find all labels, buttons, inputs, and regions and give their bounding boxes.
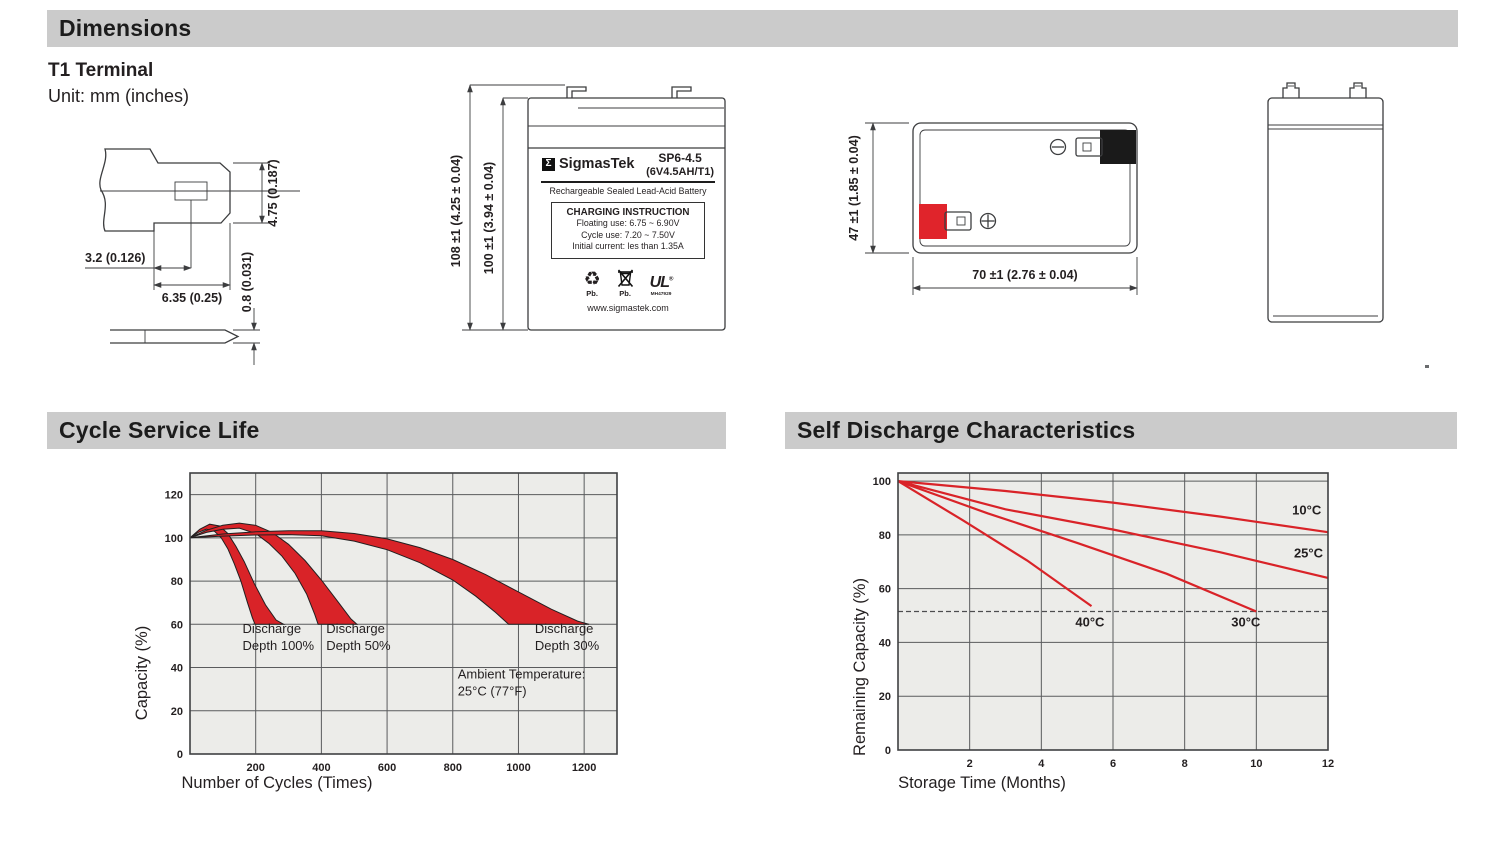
svg-text:Number of Cycles (Times): Number of Cycles (Times) xyxy=(181,774,373,792)
dim-total-height-label: 108 ±1 (4.25 ± 0.04) xyxy=(449,154,463,268)
model-spec: (6V4.5AH/T1) xyxy=(646,165,714,178)
svg-text:0: 0 xyxy=(176,749,183,761)
dim-blade-thickness-label: 0.8 (0.031) xyxy=(240,251,254,313)
svg-text:DischargeDepth 30%: Discharge Depth 30% xyxy=(534,620,600,653)
website-url: www.sigmastek.com xyxy=(587,302,669,313)
faston-tab-right xyxy=(672,87,691,98)
dim-width-label: 70 ±1 (2.76 ± 0.04) xyxy=(972,268,1078,282)
side-view-case xyxy=(1268,98,1383,322)
svg-text:20: 20 xyxy=(170,705,183,718)
label-header xyxy=(541,150,715,183)
dim-depth-label: 47 ±1 (1.85 ± 0.04) xyxy=(847,135,861,241)
charging-title: CHARGING INSTRUCTION xyxy=(566,207,690,219)
print-artifact-dot xyxy=(1425,365,1429,368)
svg-text:1000: 1000 xyxy=(506,762,531,774)
svg-text:Storage Time (Months): Storage Time (Months) xyxy=(898,774,1066,792)
svg-text:60: 60 xyxy=(170,619,183,632)
svg-text:200: 200 xyxy=(246,762,265,774)
charging-instruction-box xyxy=(551,202,705,258)
t1-terminal-title: T1 Terminal xyxy=(48,60,154,81)
terminal-profile-shape xyxy=(100,149,230,231)
self-discharge-title: Self Discharge Characteristics xyxy=(797,417,1136,443)
svg-text:400: 400 xyxy=(312,762,331,774)
label-icons-row xyxy=(541,264,715,298)
svg-text:Ambient Temperature:25°C (77°F: Ambient Temperature: 25°C (77°F) xyxy=(457,666,586,699)
svg-text:DischargeDepth 50%: Discharge Depth 50% xyxy=(326,620,391,653)
battery-type-line: Rechargeable Sealed Lead-Acid Battery xyxy=(549,186,707,197)
section-header-self-discharge xyxy=(785,412,1457,449)
charging-line-2: Cycle use: 7.20 ~ 7.50V xyxy=(581,229,675,240)
svg-text:80: 80 xyxy=(878,529,891,542)
ul-file-number: MH47929 xyxy=(650,291,672,297)
negative-faston-tab xyxy=(1076,138,1102,156)
svg-text:DischargeDepth 100%: Discharge Depth 100% xyxy=(242,620,315,653)
svg-text:40°C: 40°C xyxy=(1075,614,1105,630)
dim-blade-width-label: 6.35 (0.25) xyxy=(161,291,223,305)
ul-mark-icon: UL® MH47929 xyxy=(649,273,673,297)
sigma-logo-icon: Σ xyxy=(542,158,555,171)
positive-faston-tab xyxy=(945,212,971,230)
svg-text:10: 10 xyxy=(1250,758,1263,770)
dim-hole-offset-label: 3.2 (0.126) xyxy=(85,251,146,265)
dimensions-title: Dimensions xyxy=(59,15,192,41)
svg-text:80: 80 xyxy=(170,576,183,589)
battery-label xyxy=(541,150,715,320)
unit-note: Unit: mm (inches) xyxy=(48,86,190,106)
battery-side-view-drawing xyxy=(1235,62,1435,342)
svg-text:0: 0 xyxy=(884,745,891,757)
recycle-pb-icon: ♻ Pb. xyxy=(583,269,601,299)
positive-terminal-block xyxy=(919,204,947,239)
battery-top-view-drawing xyxy=(845,105,1175,315)
brand-name: SigmasTek xyxy=(559,156,635,172)
blade-edge-view xyxy=(110,330,238,343)
svg-text:10°C: 10°C xyxy=(1292,502,1322,518)
dim-blade-height-label: 4.75 (0.187) xyxy=(266,159,280,227)
svg-text:25°C: 25°C xyxy=(1293,545,1324,561)
dim-case-height-label: 100 ±1 (3.94 ± 0.04) xyxy=(482,161,496,275)
charging-line-3: Initial current: les than 1.35A xyxy=(572,241,684,252)
negative-terminal-block xyxy=(1100,130,1136,164)
svg-text:100: 100 xyxy=(872,476,891,489)
svg-text:Remaining Capacity (%): Remaining Capacity (%) xyxy=(851,578,869,756)
svg-text:20: 20 xyxy=(878,691,891,704)
svg-text:60: 60 xyxy=(878,583,891,596)
svg-text:800: 800 xyxy=(443,762,462,774)
svg-text:12: 12 xyxy=(1321,758,1335,770)
svg-text:120: 120 xyxy=(164,489,183,502)
self-discharge-chart xyxy=(840,458,1450,820)
cycle-service-life-chart xyxy=(115,458,695,820)
faston-tab-left xyxy=(567,87,586,98)
top-view-inner-case xyxy=(920,130,1130,246)
svg-text:4: 4 xyxy=(1038,758,1045,770)
svg-text:600: 600 xyxy=(377,762,397,774)
svg-text:1200: 1200 xyxy=(571,762,597,774)
svg-text:40: 40 xyxy=(878,637,891,650)
svg-text:Capacity (%): Capacity (%) xyxy=(133,625,151,721)
cycle-life-title: Cycle Service Life xyxy=(59,417,260,443)
svg-text:40: 40 xyxy=(170,662,183,675)
svg-text:100: 100 xyxy=(164,532,183,545)
charging-line-1: Floating use: 6.75 ~ 6.90V xyxy=(576,218,680,229)
terminal-detail-drawing xyxy=(55,125,375,375)
svg-text:30°C: 30°C xyxy=(1231,614,1261,630)
side-terminal-right xyxy=(1350,83,1366,98)
section-header-cycle-life xyxy=(47,412,726,449)
svg-text:8: 8 xyxy=(1181,758,1188,770)
section-header-dimensions xyxy=(47,10,1458,47)
svg-text:6: 6 xyxy=(1109,758,1117,770)
side-terminal-left xyxy=(1283,83,1299,98)
crossed-bin-pb-icon: Pb. xyxy=(617,269,634,298)
svg-text:2: 2 xyxy=(966,758,973,770)
model-number: SP6-4.5 xyxy=(658,151,702,165)
